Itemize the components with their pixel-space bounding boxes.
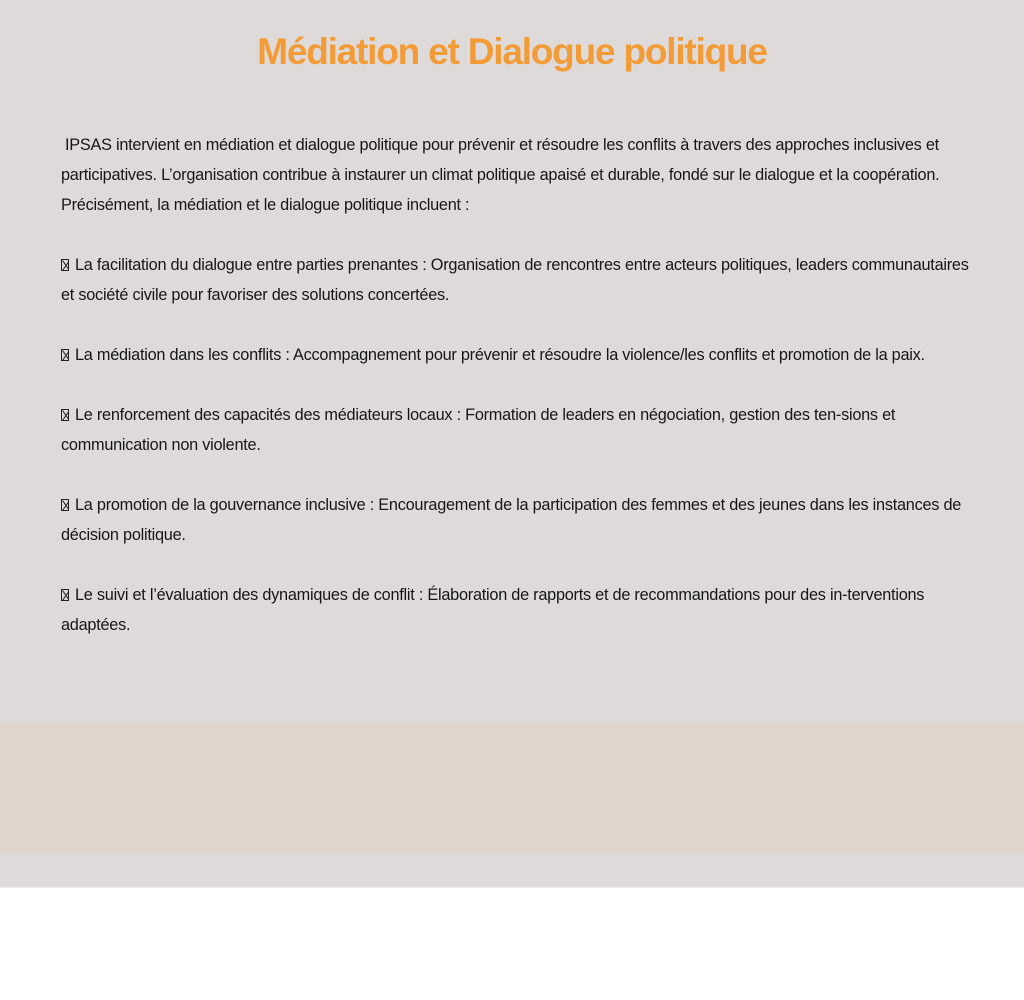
list-item [61,490,971,550]
list-item-text: La facilitation du dialogue entre parties prenantes : Organisation de rencontres entre acteurs politiques, leaders communautaires et société civile pour favoriser des solutions concertées. [61,256,969,304]
list-item [61,250,971,310]
missing-glyph-icon [61,499,69,511]
list-item-text: La médiation dans les conflits : Accompagnement pour prévenir et résoudre la violence/les conflits et promotion de la paix. [75,346,925,364]
section-body [61,130,971,670]
list-item-text: Le suivi et l’évaluation des dynamiques de conflit : Élaboration de rapports et de recommandations pour des in-terventions adaptées. [61,586,925,634]
missing-glyph-icon [61,409,69,421]
missing-glyph-icon [61,349,69,361]
page-title: Médiation et Dialogue politique [257,31,767,72]
decorative-band [0,722,1024,853]
list-item-text: La promotion de la gouvernance inclusive : Encouragement de la participation des femmes et des jeunes dans les instances de décision politique. [61,496,962,544]
intro-paragraph: IPSAS intervient en médiation et dialogue politique pour prévenir et résoudre les conflits à travers des approches inclusives et participatives. L’organisation contribue à instaurer un climat politique apaisé et durable, fondé sur le dialogue et la coopération. Précisément, la médiation et le dialogue politique incluent : [61,136,940,214]
missing-glyph-icon [61,589,69,601]
divider [0,887,1024,888]
list-item [61,400,971,460]
list-item-text: Le renforcement des capacités des médiateurs locaux : Formation de leaders en négociation, gestion des ten-sions et communication non violente. [61,406,896,454]
list-item [61,580,971,640]
missing-glyph-icon [61,259,69,271]
list-item [61,340,971,370]
